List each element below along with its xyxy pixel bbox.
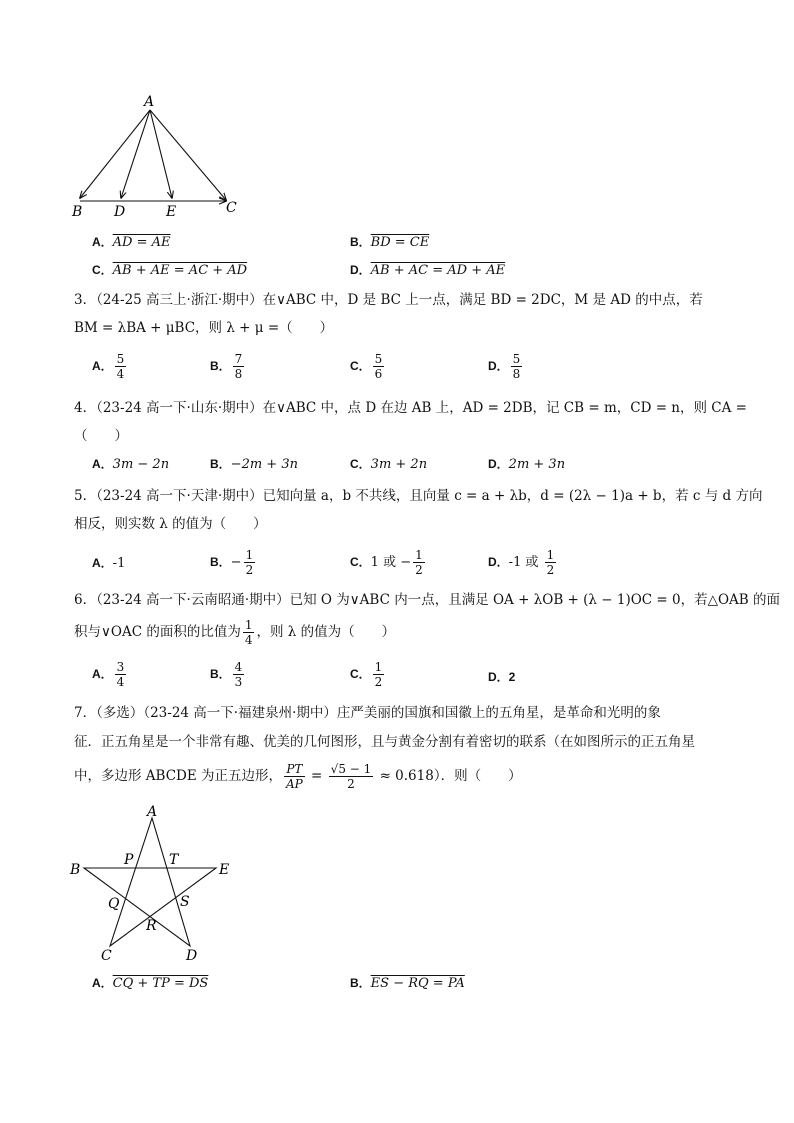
label-C: C xyxy=(226,200,237,216)
option-letter: B． xyxy=(210,555,231,569)
numerator: 4 xyxy=(234,660,243,674)
denominator: 8 xyxy=(512,367,521,381)
numerator: 1 xyxy=(244,618,253,632)
q5-stem-line1: 5．（23-24 高一下·天津·期中）已知向量 a，b 不共线，且向量 c = a + λb，d = (2λ − 1)a + b，若 c 与 d 方向 xyxy=(74,488,763,504)
denominator: 2 xyxy=(347,777,355,791)
option-text: AB + AE = AC + AD xyxy=(112,263,248,278)
numerator: 5 xyxy=(512,352,521,366)
fraction xyxy=(545,548,557,577)
q5-option-b[interactable] xyxy=(210,548,257,577)
q7-stem-line1: 7．（多选）（23-24 高一下·福建泉州·期中）庄严美丽的国旗和国徽上的五角星，是革命和光明的象 xyxy=(74,705,661,721)
fraction xyxy=(511,352,523,381)
fraction xyxy=(413,548,425,577)
option-letter: D． xyxy=(488,359,509,373)
option-letter: B． xyxy=(350,976,371,990)
numerator: PT xyxy=(284,762,305,777)
fraction xyxy=(373,660,385,689)
option-letter: D． xyxy=(350,263,371,277)
option-prefix: − xyxy=(230,555,242,570)
q7-option-a[interactable] xyxy=(92,974,208,993)
label-E: E xyxy=(219,862,230,878)
fraction xyxy=(115,352,127,381)
fraction xyxy=(115,660,127,689)
q2-option-d[interactable] xyxy=(350,261,505,280)
label-D: D xyxy=(114,204,126,220)
fraction xyxy=(244,548,256,577)
option-letter: D． xyxy=(488,457,509,471)
label-P: P xyxy=(124,852,134,868)
q6-stem-line2 xyxy=(74,618,395,647)
option-text: −2m + 3n xyxy=(230,457,298,472)
triangle-figure xyxy=(66,92,246,222)
option-letter: C． xyxy=(350,457,371,471)
label-C: C xyxy=(101,948,112,964)
denominator: 2 xyxy=(374,675,383,689)
q5-option-a[interactable] xyxy=(92,554,125,573)
q6-option-b[interactable] xyxy=(210,660,246,689)
q3-option-c[interactable] xyxy=(350,352,386,381)
vector-AB xyxy=(80,110,150,198)
stem-text: 积与∨OAC 的面积的比值为 xyxy=(74,624,241,640)
label-T: T xyxy=(169,852,179,868)
label-S: S xyxy=(180,894,190,910)
option-text: 2m + 3n xyxy=(508,457,566,472)
option-letter: D． xyxy=(488,670,509,684)
label-Q: Q xyxy=(108,896,120,912)
denominator: 4 xyxy=(116,367,125,381)
option-text: -1 xyxy=(112,556,126,571)
denominator: 2 xyxy=(546,563,555,577)
option-text: 2 xyxy=(508,670,516,684)
option-letter: B． xyxy=(210,457,231,471)
option-letter: C． xyxy=(92,263,113,277)
label-D: D xyxy=(186,948,198,964)
denominator: 4 xyxy=(116,675,125,689)
numerator: 7 xyxy=(234,352,243,366)
option-text: 3m − 2n xyxy=(112,457,170,472)
option-text: AD = AE xyxy=(112,235,171,250)
q5-option-d[interactable] xyxy=(488,548,558,577)
q3-option-a[interactable] xyxy=(92,352,128,381)
option-letter: A． xyxy=(92,556,113,570)
q7-stem-line3 xyxy=(74,762,522,791)
numerator: 1 xyxy=(546,548,555,562)
option-letter: C． xyxy=(350,667,371,681)
denominator: 2 xyxy=(415,563,423,577)
option-prefix: 1 或 − xyxy=(370,555,412,570)
denominator: 2 xyxy=(245,563,254,577)
q2-option-c[interactable] xyxy=(92,261,247,280)
option-text: AB + AC = AD + AE xyxy=(370,263,506,278)
label-A: A xyxy=(147,804,158,820)
denominator: AP xyxy=(286,777,303,791)
option-text: ES − RQ = PA xyxy=(370,976,465,991)
q3-stem-line2: BM = λBA + μBC，则 λ + μ =（ ） xyxy=(74,320,334,336)
option-prefix: -1 或 xyxy=(508,555,543,570)
fraction xyxy=(233,660,245,689)
option-letter: C． xyxy=(350,555,371,569)
label-B: B xyxy=(72,204,83,220)
numerator: 3 xyxy=(116,660,125,674)
label-A: A xyxy=(144,94,155,110)
option-text: BD = CE xyxy=(370,235,430,250)
q6-option-c[interactable] xyxy=(350,660,386,689)
numerator: 1 xyxy=(245,548,254,562)
pentagram-figure xyxy=(66,804,246,964)
fraction xyxy=(243,618,255,647)
stem-text: ，则 λ 的值为（ ） xyxy=(256,624,396,640)
option-letter: A． xyxy=(92,667,113,681)
q4-option-a[interactable] xyxy=(92,455,169,474)
option-letter: A． xyxy=(92,359,113,373)
label-E: E xyxy=(166,204,177,220)
stem-text: ≈ 0.618）．则（ ） xyxy=(375,768,522,784)
fraction xyxy=(233,352,245,381)
option-letter: A． xyxy=(92,235,113,249)
option-letter: B． xyxy=(350,235,371,249)
stem-text: 中，多边形 ABCDE 为正五边形， xyxy=(74,768,283,784)
option-letter: B． xyxy=(210,667,231,681)
q4-stem-line2: （ ） xyxy=(74,428,128,444)
denominator: 3 xyxy=(234,675,243,689)
q3-option-d[interactable] xyxy=(488,352,524,381)
numerator: 1 xyxy=(374,660,383,674)
vector-AD xyxy=(121,110,150,198)
q4-option-d[interactable] xyxy=(488,455,565,474)
q4-option-c[interactable] xyxy=(350,455,427,474)
denominator: 8 xyxy=(234,367,243,381)
option-letter: B． xyxy=(210,359,231,373)
option-letter: D． xyxy=(488,555,509,569)
q7-stem-line2: 征．正五角星是一个非常有趣、优美的几何图形，且与黄金分割有着密切的联系（在如图所示的正五角星 xyxy=(74,734,695,750)
denominator: 6 xyxy=(374,367,383,381)
fraction xyxy=(329,762,374,791)
stem-text: = xyxy=(306,768,327,784)
option-letter: A． xyxy=(92,457,113,471)
label-B: B xyxy=(70,862,81,878)
q5-stem-line2: 相反，则实数 λ 的值为（ ） xyxy=(74,516,267,532)
label-R: R xyxy=(146,918,157,934)
option-text: 3m + 2n xyxy=(370,457,428,472)
numerator: √5 − 1 xyxy=(330,762,372,776)
q7-option-b[interactable] xyxy=(350,974,465,993)
q6-stem-line1: 6．（23-24 高一下·云南昭通·期中）已知 O 为∨ABC 内一点，且满足 OA + λOB + (λ − 1)OC = 0，若△OAB 的面 xyxy=(74,592,781,608)
q2-option-a[interactable] xyxy=(92,233,171,252)
q6-option-a[interactable] xyxy=(92,660,128,689)
denominator: 4 xyxy=(244,633,253,647)
q4-stem-line1: 4．（23-24 高一下·山东·期中）在∨ABC 中，点 D 在边 AB 上，AD = 2DB，记 CB = m，CD = n，则 CA = xyxy=(74,400,747,416)
option-letter: C． xyxy=(350,359,371,373)
q2-option-b[interactable] xyxy=(350,233,429,252)
q5-option-c[interactable] xyxy=(350,548,427,577)
numerator: 1 xyxy=(415,548,423,562)
numerator: 5 xyxy=(116,352,125,366)
option-letter: A． xyxy=(92,976,113,990)
fraction xyxy=(373,352,385,381)
option-text: CQ + TP = DS xyxy=(112,976,209,991)
q6-option-d[interactable] xyxy=(488,668,515,687)
numerator: 5 xyxy=(374,352,383,366)
q3-stem-line1: 3．（24-25 高三上·浙江·期中）在∨ABC 中，D 是 BC 上一点，满足 BD = 2DC，M 是 AD 的中点，若 xyxy=(74,292,703,308)
q3-option-b[interactable] xyxy=(210,352,246,381)
fraction xyxy=(284,762,305,791)
q4-option-b[interactable] xyxy=(210,455,298,474)
